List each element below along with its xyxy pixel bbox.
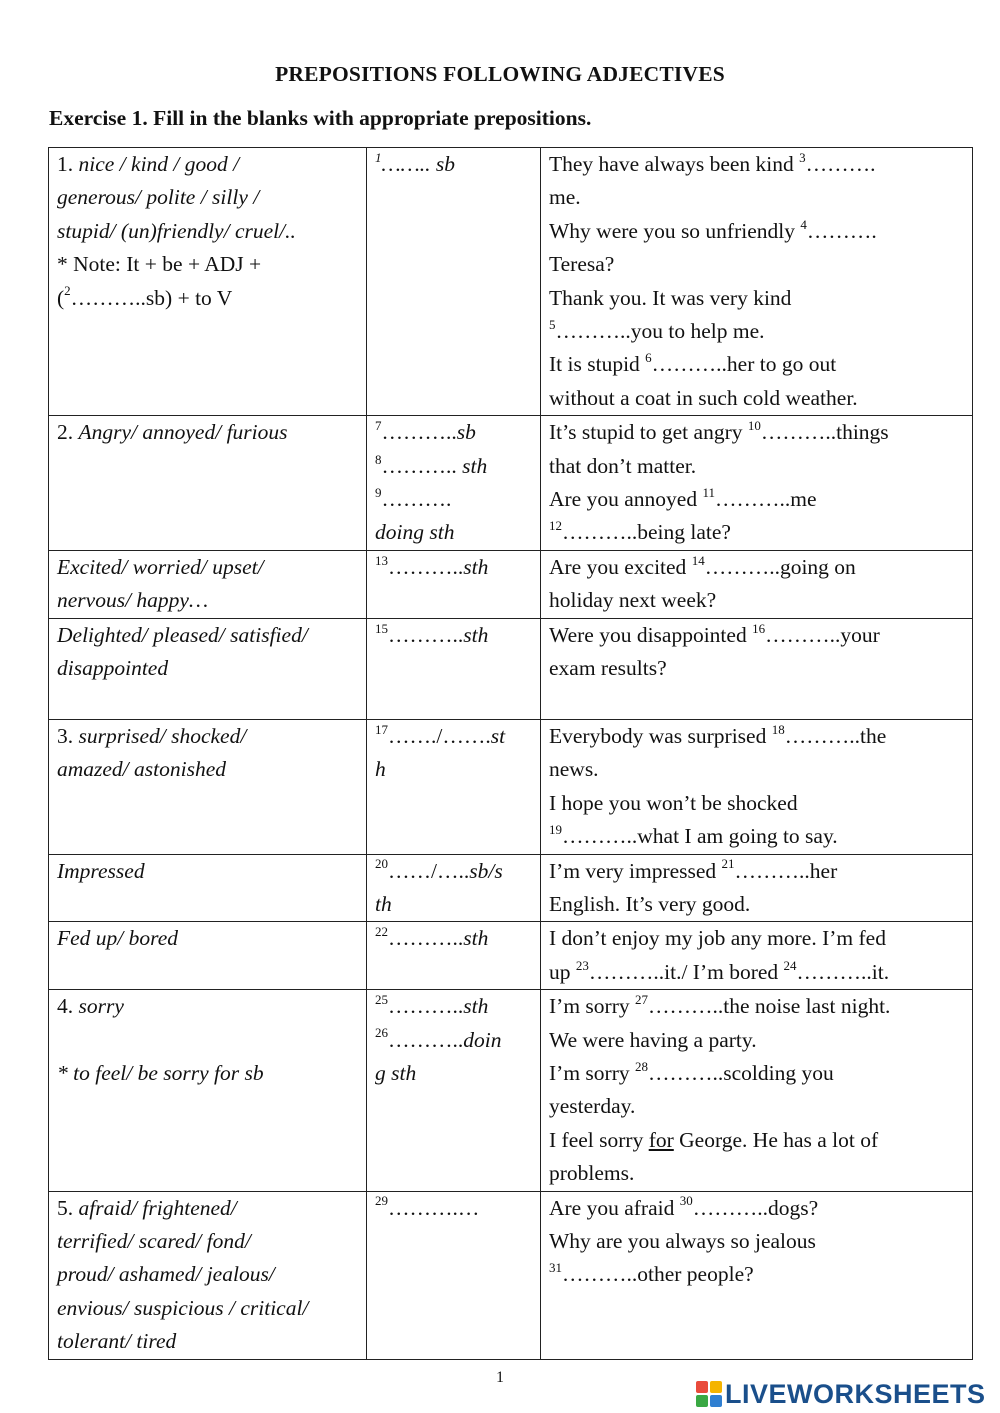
text-segment: * to feel/ be sorry for sb xyxy=(57,1060,264,1085)
text-segment: sth xyxy=(463,554,489,579)
text-segment: generous/ polite / silly / xyxy=(57,185,260,210)
text-segment: surprised/ shocked/ xyxy=(78,723,247,748)
text-segment: Excited/ worried/ upset/ xyxy=(57,554,264,579)
text-line xyxy=(57,416,359,449)
text-segment: me. xyxy=(549,185,581,210)
preposition-cell xyxy=(367,618,541,719)
text-line xyxy=(549,282,965,315)
blank-number: 16 xyxy=(752,620,766,636)
blank-number: 17 xyxy=(375,721,388,737)
text-segment: sth xyxy=(463,994,489,1019)
text-segment: news. xyxy=(549,757,599,782)
preposition-cell xyxy=(367,1191,541,1359)
text-segment: ……….. xyxy=(388,994,464,1019)
text-line xyxy=(375,1024,533,1057)
text-segment: Impressed xyxy=(57,858,145,883)
text-segment: ………..it./ I’m bored xyxy=(588,959,784,984)
text-segment: yesterday. xyxy=(549,1094,636,1119)
example-cell xyxy=(541,550,973,618)
text-segment: ………..other people? xyxy=(562,1262,754,1287)
text-line xyxy=(57,990,359,1023)
text-segment: They have always been kind xyxy=(549,152,800,176)
example-cell xyxy=(541,148,973,416)
text-line xyxy=(375,450,533,483)
text-line xyxy=(57,1325,359,1358)
text-segment: Are you annoyed xyxy=(549,487,703,512)
text-line xyxy=(375,551,533,584)
text-line xyxy=(57,1258,359,1291)
text-segment: up xyxy=(549,959,576,984)
text-line xyxy=(375,990,533,1023)
blank-number: 20 xyxy=(375,856,388,872)
text-segment: 5. xyxy=(57,1195,79,1220)
text-segment: 2. xyxy=(57,420,79,445)
blank-number: 15 xyxy=(375,620,388,636)
text-segment: sb xyxy=(456,420,476,445)
text-segment: Delighted/ pleased/ satisfied/ xyxy=(57,622,308,647)
text-segment: doing sth xyxy=(375,520,455,545)
text-segment: ………. xyxy=(805,152,876,176)
blank-number: 2 xyxy=(64,283,71,299)
table-row xyxy=(49,416,973,551)
table-row xyxy=(49,854,973,922)
text-segment: proud/ ashamed/ jealous/ xyxy=(57,1262,275,1287)
text-line xyxy=(375,753,533,786)
text-segment: for xyxy=(648,1127,674,1152)
text-line xyxy=(549,787,965,820)
text-segment: ………..being late? xyxy=(562,520,731,545)
text-line xyxy=(57,181,359,214)
preposition-cell xyxy=(367,416,541,551)
text-line xyxy=(549,215,965,248)
text-segment: afraid/ frightened/ xyxy=(78,1195,237,1220)
text-segment: terrified/ scared/ fond/ xyxy=(57,1228,251,1253)
text-segment: exam results? xyxy=(549,656,667,681)
text-line xyxy=(549,148,965,181)
text-segment: holiday next week? xyxy=(549,588,717,613)
blank-number: 5 xyxy=(549,316,556,332)
blank-number: 4 xyxy=(800,216,807,232)
text-line xyxy=(549,888,965,921)
text-line xyxy=(549,855,965,888)
text-line xyxy=(549,516,965,549)
text-segment: I’m sorry xyxy=(549,994,635,1019)
text-segment: ……….… xyxy=(388,1195,480,1220)
text-segment: problems. xyxy=(549,1161,635,1186)
text-segment: ………..sb) + to V xyxy=(70,285,233,310)
text-segment: st xyxy=(490,723,506,748)
text-segment: 1. xyxy=(57,152,79,176)
table-row xyxy=(49,1191,973,1359)
blank-number: 28 xyxy=(634,1058,648,1074)
text-line xyxy=(375,1057,533,1090)
text-segment: ………..going on xyxy=(704,554,856,579)
text-segment: ……./……. xyxy=(388,723,491,748)
text-segment: George. He has a lot of xyxy=(673,1127,879,1152)
text-line xyxy=(375,855,533,888)
blank-number: 14 xyxy=(691,552,705,568)
blank-number: 9 xyxy=(375,484,382,500)
text-line xyxy=(57,619,359,652)
text-segment: sth xyxy=(462,453,488,478)
text-line xyxy=(549,1090,965,1123)
blank-number: 19 xyxy=(549,821,562,837)
text-segment: Teresa? xyxy=(549,252,615,277)
text-segment: ………..you to help me. xyxy=(555,319,765,344)
text-segment: ……….. xyxy=(381,420,457,445)
text-line xyxy=(57,551,359,584)
example-cell xyxy=(541,990,973,1191)
text-segment: th xyxy=(375,891,392,916)
text-segment: Why are you always so jealous xyxy=(549,1228,816,1253)
text-segment: ……….. xyxy=(388,1027,464,1052)
text-line xyxy=(57,215,359,248)
text-segment: ……….. xyxy=(381,453,463,478)
text-line xyxy=(549,483,965,516)
text-segment: envious/ suspicious / critical/ xyxy=(57,1295,309,1320)
text-line xyxy=(57,282,359,315)
text-line xyxy=(549,652,965,685)
text-line xyxy=(57,1057,359,1090)
text-line xyxy=(549,1258,965,1291)
blank-number: 3 xyxy=(799,149,806,165)
text-line xyxy=(57,652,359,685)
text-line xyxy=(549,922,965,955)
blank-number: 13 xyxy=(375,552,388,568)
text-segment: that don’t matter. xyxy=(549,453,697,478)
blank-number: 31 xyxy=(549,1260,562,1276)
text-segment: 4. xyxy=(57,994,79,1019)
text-segment: sb/s xyxy=(469,858,503,883)
text-line xyxy=(549,1024,965,1057)
adjective-cell xyxy=(49,719,367,854)
text-segment: ………..scolding you xyxy=(647,1060,834,1085)
text-line xyxy=(549,315,965,348)
blank-number: 6 xyxy=(645,350,652,366)
text-segment: I’m very impressed xyxy=(549,858,722,883)
text-segment: sth xyxy=(463,926,489,951)
text-line xyxy=(375,148,533,181)
table-row xyxy=(49,719,973,854)
text-segment: Fed up/ bored xyxy=(57,926,179,951)
preposition-cell xyxy=(367,719,541,854)
page-number: 1 xyxy=(496,1369,504,1386)
adjective-cell xyxy=(49,550,367,618)
adjective-cell xyxy=(49,618,367,719)
text-line xyxy=(57,1024,359,1057)
example-cell xyxy=(541,922,973,990)
text-line xyxy=(549,348,965,381)
text-segment: sorry xyxy=(78,994,124,1019)
text-segment: ………. xyxy=(381,487,452,512)
text-line xyxy=(57,753,359,786)
text-segment: ……/….. xyxy=(388,858,470,883)
text-segment: We were having a party. xyxy=(549,1027,757,1052)
text-segment: ………..things xyxy=(760,420,889,445)
text-segment: ………. xyxy=(806,218,877,243)
adjective-cell xyxy=(49,148,367,416)
spacer xyxy=(549,686,965,719)
text-segment: ( xyxy=(57,285,65,310)
blank-number: 12 xyxy=(549,518,562,534)
text-segment: * Note: It + be + ADJ + xyxy=(57,252,262,277)
text-segment: ………..it. xyxy=(796,959,890,984)
text-line xyxy=(57,1292,359,1325)
text-line xyxy=(375,416,533,449)
blank-number: 7 xyxy=(375,418,382,434)
text-line xyxy=(549,248,965,281)
text-segment: ………..the noise last night. xyxy=(647,994,891,1019)
text-line xyxy=(375,720,533,753)
text-line xyxy=(375,922,533,955)
example-cell xyxy=(541,416,973,551)
text-line xyxy=(375,516,533,549)
text-line xyxy=(549,181,965,214)
text-line xyxy=(375,1192,533,1225)
adjective-cell xyxy=(49,922,367,990)
text-segment: h xyxy=(375,757,386,782)
table-row xyxy=(49,922,973,990)
preposition-cell xyxy=(367,922,541,990)
text-line xyxy=(57,720,359,753)
text-segment: 3. xyxy=(57,723,79,748)
text-segment: I’m sorry xyxy=(549,1060,635,1085)
text-segment: Angry/ annoyed/ furious xyxy=(78,420,288,445)
text-line xyxy=(375,483,533,516)
example-cell xyxy=(541,719,973,854)
blank-number: 11 xyxy=(702,484,715,500)
text-line xyxy=(549,551,965,584)
text-line xyxy=(549,1057,965,1090)
table-row xyxy=(49,618,973,719)
text-segment: ………..dogs? xyxy=(692,1195,819,1220)
text-segment: nice / kind / good / xyxy=(78,152,240,176)
blank-number: 10 xyxy=(747,418,761,434)
page-title: PREPOSITIONS FOLLOWING ADJECTIVES xyxy=(275,62,725,86)
text-line xyxy=(549,382,965,415)
blank-number: 18 xyxy=(771,721,785,737)
table-row xyxy=(49,990,973,1191)
preposition-cell xyxy=(367,854,541,922)
blank-number: 27 xyxy=(634,991,648,1007)
example-cell xyxy=(541,854,973,922)
text-segment: English. It’s very good. xyxy=(549,891,751,916)
blank-number: 8 xyxy=(375,451,382,467)
text-line xyxy=(57,248,359,281)
text-segment: g sth xyxy=(375,1060,417,1085)
text-segment: It is stupid xyxy=(549,352,646,377)
blank-number: 22 xyxy=(375,924,388,940)
text-line xyxy=(57,855,359,888)
text-segment: ……….. xyxy=(388,622,464,647)
text-line xyxy=(57,584,359,617)
text-line xyxy=(375,888,533,921)
text-segment: ……….. xyxy=(388,926,464,951)
blank-number: 26 xyxy=(375,1025,388,1041)
table-row xyxy=(49,148,973,416)
text-segment: I hope you won’t be shocked xyxy=(549,790,798,815)
exercise-instruction: Exercise 1. Fill in the blanks with appropriate prepositions. xyxy=(49,106,592,130)
adjective-cell xyxy=(49,990,367,1191)
exercise-table-body xyxy=(49,148,973,1360)
blank-number: 1 xyxy=(375,149,382,165)
exercise-table xyxy=(48,147,973,1360)
liveworksheets-logo xyxy=(696,1379,986,1409)
text-line xyxy=(549,956,965,989)
text-segment: Why were you so unfriendly xyxy=(549,218,801,243)
text-segment: ……….. xyxy=(388,554,464,579)
text-segment: without a coat in such cold weather. xyxy=(549,385,858,410)
example-cell xyxy=(541,1191,973,1359)
logo-text: LIVEWORKSHEETS xyxy=(725,1378,986,1409)
text-segment: ………..your xyxy=(765,622,880,647)
text-segment: Everybody was surprised xyxy=(549,723,772,748)
text-segment: nervous/ happy… xyxy=(57,588,209,613)
text-line xyxy=(549,720,965,753)
text-line xyxy=(57,1225,359,1258)
logo-mark-icon xyxy=(696,1381,722,1407)
text-segment: ………..her to go out xyxy=(651,352,837,377)
blank-number: 23 xyxy=(575,957,589,973)
text-segment: ………..what I am going to say. xyxy=(562,824,838,849)
text-line xyxy=(549,1124,965,1157)
text-segment: ………..the xyxy=(784,723,887,748)
example-cell xyxy=(541,618,973,719)
text-line xyxy=(549,1192,965,1225)
text-segment: ………..me xyxy=(714,487,817,512)
text-line xyxy=(549,416,965,449)
text-segment: disappointed xyxy=(57,656,169,681)
text-line xyxy=(549,753,965,786)
text-segment: tolerant/ tired xyxy=(57,1329,177,1354)
blank-number: 30 xyxy=(679,1193,693,1209)
adjective-cell xyxy=(49,854,367,922)
text-line xyxy=(549,1157,965,1190)
text-segment: Are you excited xyxy=(549,554,692,579)
text-line xyxy=(549,619,965,652)
text-line xyxy=(57,922,359,955)
text-line xyxy=(57,1192,359,1225)
text-segment: sth xyxy=(463,622,489,647)
text-line xyxy=(375,619,533,652)
text-line xyxy=(549,450,965,483)
text-segment: I don’t enjoy my job any more. I’m fed xyxy=(549,926,886,951)
blank-number: 24 xyxy=(783,957,797,973)
blank-number: 29 xyxy=(375,1193,388,1209)
adjective-cell xyxy=(49,416,367,551)
text-segment: Thank you. It was very kind xyxy=(549,285,792,310)
table-row xyxy=(49,550,973,618)
text-line xyxy=(57,148,359,181)
text-segment: doin xyxy=(463,1027,502,1052)
text-line xyxy=(549,1225,965,1258)
text-segment: Were you disappointed xyxy=(549,622,753,647)
text-segment: …….. sb xyxy=(381,152,455,176)
text-segment: I feel sorry xyxy=(549,1127,649,1152)
text-segment: amazed/ astonished xyxy=(57,757,227,782)
preposition-cell xyxy=(367,550,541,618)
preposition-cell xyxy=(367,990,541,1191)
blank-number: 25 xyxy=(375,991,388,1007)
text-line xyxy=(549,990,965,1023)
text-segment: stupid/ (un)friendly/ cruel/.. xyxy=(57,218,296,243)
text-segment: It’s stupid to get angry xyxy=(549,420,748,445)
blank-number: 21 xyxy=(721,856,735,872)
text-segment: Are you afraid xyxy=(549,1195,680,1220)
text-segment: ………..her xyxy=(734,858,838,883)
preposition-cell xyxy=(367,148,541,416)
text-line xyxy=(549,584,965,617)
adjective-cell xyxy=(49,1191,367,1359)
text-line xyxy=(549,820,965,853)
